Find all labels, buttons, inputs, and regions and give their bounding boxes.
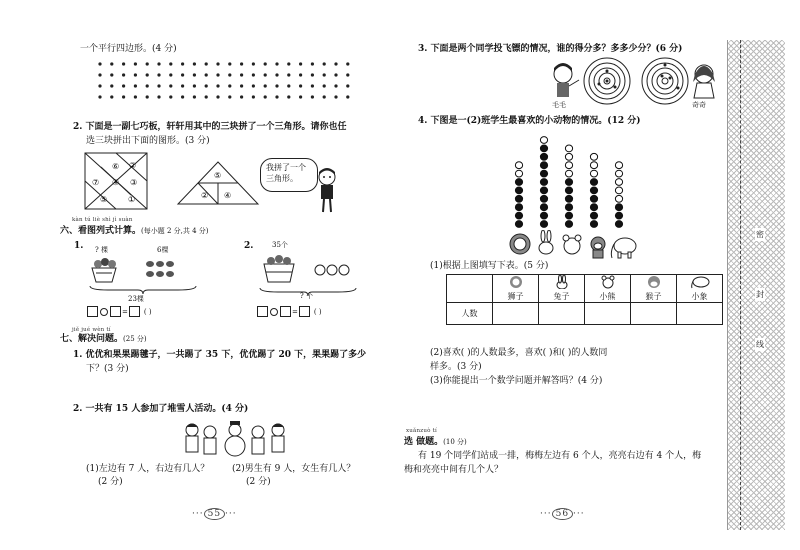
- tangram-num-1: ①: [128, 195, 136, 204]
- grid-dot[interactable]: [205, 73, 208, 76]
- p1-unit[interactable]: ( ): [143, 308, 152, 316]
- bead-兔子-black: [540, 204, 547, 211]
- s7-q2-b: (2)男生有 9 人，女生有几人？: [232, 464, 356, 474]
- bead-小熊-black: [565, 195, 572, 202]
- bonus-score: (10 分): [443, 438, 467, 446]
- tangram-num-4: ④: [112, 178, 120, 187]
- bead-狮子-black: [515, 204, 522, 211]
- table-col-monkey: [631, 275, 677, 303]
- grid-dot[interactable]: [275, 84, 278, 87]
- dartboard-right: [640, 56, 690, 106]
- bead-小象-white: [615, 179, 622, 186]
- s7-q2-b-score: (2 分): [246, 477, 271, 487]
- s7-q1-line2: 下？(3 分): [86, 364, 129, 374]
- grid-dot[interactable]: [299, 84, 302, 87]
- grid-dot[interactable]: [299, 95, 302, 98]
- grid-dot[interactable]: [275, 95, 278, 98]
- p1-plants: [88, 256, 198, 286]
- grid-dot[interactable]: [252, 62, 255, 65]
- p1-label: 1.: [74, 241, 84, 251]
- s7-q2-a-score: (2 分): [98, 477, 123, 487]
- bead-猴子-black: [590, 187, 597, 194]
- grid-dot[interactable]: [98, 95, 101, 98]
- table-col-elephant: [677, 275, 723, 303]
- bead-猴子-black: [590, 212, 597, 219]
- grid-dot[interactable]: [287, 62, 290, 65]
- grid-dot[interactable]: [216, 95, 219, 98]
- grid-dot[interactable]: [311, 84, 314, 87]
- grid-dot[interactable]: [287, 73, 290, 76]
- triangle-num-5: ⑤: [214, 171, 222, 180]
- col-label-monkey: 猴子: [645, 292, 662, 301]
- binding-char-1: 密: [756, 230, 764, 239]
- bead-猴子-white: [590, 153, 597, 160]
- grid-dot[interactable]: [252, 73, 255, 76]
- bead-兔子-black: [540, 179, 547, 186]
- dot-grid[interactable]: [96, 60, 356, 102]
- grid-dot[interactable]: [311, 73, 314, 76]
- tangram-num-6: ⑥: [112, 162, 120, 171]
- p2-box-2[interactable]: [280, 306, 291, 317]
- count-rabbit[interactable]: [539, 303, 585, 325]
- p1-box-2[interactable]: [110, 306, 121, 317]
- grid-dot[interactable]: [311, 95, 314, 98]
- grid-dot[interactable]: [122, 84, 125, 87]
- grid-dot[interactable]: [323, 73, 326, 76]
- bead-兔子-black: [540, 153, 547, 160]
- bead-小象-black: [615, 212, 622, 219]
- lion-icon: [508, 275, 524, 289]
- bead-小熊-black: [565, 179, 572, 186]
- bead-猴子-black: [590, 195, 597, 202]
- count-bear[interactable]: [585, 303, 631, 325]
- grid-dot[interactable]: [264, 84, 267, 87]
- q4-1: (1)根据上图填写下表。(5 分): [430, 261, 549, 271]
- grid-dot[interactable]: [193, 62, 196, 65]
- animal-table: [446, 274, 723, 325]
- p1-total: 23棵: [128, 295, 144, 303]
- grid-dot[interactable]: [169, 62, 172, 65]
- right-page-number-value: 56: [552, 508, 573, 520]
- bead-兔子-black: [540, 170, 547, 177]
- count-lion[interactable]: [493, 303, 539, 325]
- rabbit-icon: [554, 275, 570, 289]
- tangram-num-5: ⑤: [100, 195, 108, 204]
- grid-dot[interactable]: [334, 84, 337, 87]
- bead-chart: [505, 130, 635, 230]
- bead-小熊-black: [565, 204, 572, 211]
- maomao-figure-icon: [547, 62, 583, 102]
- grid-dot[interactable]: [216, 73, 219, 76]
- q4-text: 4. 下图是一(2)班学生最喜欢的小动物的情况。(12 分): [418, 116, 641, 126]
- grid-dot[interactable]: [98, 73, 101, 76]
- section6-title: 六、看图列式计算。: [60, 226, 142, 236]
- grid-dot[interactable]: [181, 62, 184, 65]
- q4-2-line1: (2)喜欢( )的人数最多，喜欢( )和( )的人数同: [430, 348, 608, 358]
- grid-dot[interactable]: [122, 73, 125, 76]
- q4-2-line2: 样多。(3 分): [430, 362, 482, 372]
- bead-狮子-white: [515, 170, 522, 177]
- triangle-num-2: ②: [201, 191, 209, 200]
- q4-3: (3)你能提出一个数学问题并解答吗？(4 分): [430, 376, 603, 386]
- bead-狮子-black: [515, 187, 522, 194]
- s7-q1-line1: 1. 优优和果果踢毽子，一共踢了 35 下，优优踢了 20 下，果果踢了多少: [73, 350, 367, 360]
- grid-dot[interactable]: [146, 62, 149, 65]
- q3-text: 3. 下面是两个同学投飞镖的情况，谁的得分多？多多少分？(6 分): [418, 44, 683, 54]
- s7-q2-a: (1)左边有 7 人，右边有几人？: [86, 464, 210, 474]
- qiqi-figure-icon: [690, 62, 720, 102]
- grid-dot[interactable]: [299, 62, 302, 65]
- p1-box-1[interactable]: [87, 306, 98, 317]
- bonus-heading: [404, 437, 467, 448]
- triangle-num-4: ④: [224, 191, 232, 200]
- boy-figure-icon: [316, 168, 338, 214]
- bead-猴子-black: [590, 221, 597, 228]
- table-col-bear: [585, 275, 631, 303]
- monkey-icon: [646, 275, 662, 289]
- grid-dot[interactable]: [169, 73, 172, 76]
- grid-dot[interactable]: [205, 62, 208, 65]
- bead-小熊-black: [565, 187, 572, 194]
- p2-box-1[interactable]: [257, 306, 268, 317]
- bead-猴子-black: [590, 204, 597, 211]
- p2-label: 2.: [244, 241, 254, 251]
- grid-dot[interactable]: [240, 73, 243, 76]
- grid-dot[interactable]: [264, 73, 267, 76]
- bead-小象-white: [615, 195, 622, 202]
- bead-小象-white: [615, 162, 622, 169]
- grid-dot[interactable]: [228, 84, 231, 87]
- grid-dot[interactable]: [216, 62, 219, 65]
- p2-unit[interactable]: ( ): [313, 308, 322, 316]
- grid-dot[interactable]: [287, 95, 290, 98]
- grid-dot[interactable]: [122, 62, 125, 65]
- bead-小熊-white: [565, 170, 572, 177]
- bead-兔子-black: [540, 145, 547, 152]
- parallelogram-instruction: 一个平行四边形。(4 分): [80, 44, 177, 54]
- grid-dot[interactable]: [146, 84, 149, 87]
- table-corner: [447, 275, 493, 303]
- tangram-num-3: ③: [130, 178, 138, 187]
- p1-known: 6棵: [157, 246, 169, 254]
- grid-dot[interactable]: [205, 84, 208, 87]
- bead-小熊-white: [565, 153, 572, 160]
- animal-row: [508, 230, 638, 260]
- section7-pinyin: jiě jué wèn tí: [72, 327, 111, 333]
- s7-q2: 2. 一共有 15 人参加了堆雪人活动。(4 分): [73, 404, 249, 414]
- section6-heading: [60, 226, 209, 237]
- grid-dot[interactable]: [264, 62, 267, 65]
- grid-dot[interactable]: [134, 62, 137, 65]
- grid-dot[interactable]: [169, 84, 172, 87]
- count-monkey[interactable]: [631, 303, 677, 325]
- section7-title: 七、解决问题。: [60, 334, 124, 344]
- binding-dashed-line: [740, 40, 741, 530]
- bead-兔子-black: [540, 187, 547, 194]
- grid-dot[interactable]: [346, 62, 349, 65]
- bead-小象-white: [615, 170, 622, 177]
- grid-dot[interactable]: [216, 84, 219, 87]
- grid-dot[interactable]: [181, 73, 184, 76]
- grid-dot[interactable]: [181, 95, 184, 98]
- grid-dot[interactable]: [98, 62, 101, 65]
- bead-猴子-white: [590, 170, 597, 177]
- grid-dot[interactable]: [334, 95, 337, 98]
- grid-dot[interactable]: [169, 95, 172, 98]
- left-page-number: ··· 55 ···: [192, 509, 237, 519]
- p1-equation[interactable]: = ( ): [86, 306, 152, 318]
- p2-op-1[interactable]: [270, 308, 278, 316]
- grid-dot[interactable]: [346, 84, 349, 87]
- grid-dot[interactable]: [275, 62, 278, 65]
- bonus-pinyin: xuǎnzuò tí: [406, 428, 437, 434]
- grid-dot[interactable]: [334, 62, 337, 65]
- grid-dot[interactable]: [228, 73, 231, 76]
- binding-char-2: 封: [756, 290, 764, 299]
- grid-dot[interactable]: [264, 95, 267, 98]
- grid-dot[interactable]: [287, 84, 290, 87]
- grid-dot[interactable]: [323, 62, 326, 65]
- bead-小熊-white: [565, 145, 572, 152]
- binding-char-3: 线: [756, 340, 764, 349]
- bead-狮子-black: [515, 212, 522, 219]
- grid-dot[interactable]: [146, 73, 149, 76]
- grid-dot[interactable]: [157, 62, 160, 65]
- bead-猴子-black: [590, 179, 597, 186]
- binding-strip: [727, 40, 785, 530]
- grid-dot[interactable]: [134, 73, 137, 76]
- p2-count: 35个: [272, 241, 288, 249]
- grid-dot[interactable]: [240, 84, 243, 87]
- q2-line2: 选三块拼出下面的图形。(3 分): [86, 136, 210, 146]
- section7-heading: [60, 334, 147, 345]
- grid-dot[interactable]: [98, 84, 101, 87]
- elephant-icon: [611, 238, 636, 258]
- col-label-bear: 小熊: [599, 292, 616, 301]
- dartboard-left: [582, 56, 632, 106]
- bead-小象-black: [615, 204, 622, 211]
- bead-小象-white: [615, 187, 622, 194]
- tangram-num-2: ②: [129, 161, 137, 170]
- bead-兔子-black: [540, 221, 547, 228]
- grid-dot[interactable]: [110, 84, 113, 87]
- p2-fruit: [260, 252, 360, 286]
- bonus-line2: 梅和亮亮中间有几个人？: [404, 465, 504, 475]
- grid-dot[interactable]: [157, 95, 160, 98]
- grid-dot[interactable]: [240, 62, 243, 65]
- grid-dot[interactable]: [193, 73, 196, 76]
- monkey-icon: [591, 237, 605, 258]
- grid-dot[interactable]: [299, 73, 302, 76]
- bead-兔子-white: [540, 137, 547, 144]
- q2-line1: 2. 下面是一副七巧板，轩轩用其中的三块拼了一个三角形。请你也任: [73, 122, 347, 132]
- grid-dot[interactable]: [110, 62, 113, 65]
- col-label-elephant: 小象: [691, 292, 708, 301]
- count-elephant[interactable]: [677, 303, 723, 325]
- p2-box-3[interactable]: [299, 306, 310, 317]
- tangram-num-7: ⑦: [92, 178, 100, 187]
- bead-狮子-black: [515, 195, 522, 202]
- section6-pinyin: kàn tú liè shì jì suàn: [72, 217, 133, 223]
- grid-dot[interactable]: [157, 73, 160, 76]
- bead-狮子-black: [515, 221, 522, 228]
- grid-dot[interactable]: [228, 62, 231, 65]
- grid-dot[interactable]: [346, 73, 349, 76]
- q3-name-right: 奇奇: [692, 101, 706, 109]
- grid-dot[interactable]: [157, 84, 160, 87]
- grid-dot[interactable]: [346, 95, 349, 98]
- bonus-title: 选 做题。: [404, 437, 444, 447]
- grid-dot[interactable]: [193, 84, 196, 87]
- right-page-number: ··· 56 ···: [540, 509, 585, 519]
- bead-兔子-black: [540, 162, 547, 169]
- p2-unknown: ? 个: [300, 292, 313, 300]
- col-label-rabbit: 兔子: [553, 292, 570, 301]
- grid-dot[interactable]: [134, 84, 137, 87]
- grid-dot[interactable]: [146, 95, 149, 98]
- grid-dot[interactable]: [193, 95, 196, 98]
- speech-bubble: 我拼了一个三角形。: [260, 158, 318, 192]
- table-col-rabbit: [539, 275, 585, 303]
- bead-兔子-black: [540, 212, 547, 219]
- grid-dot[interactable]: [110, 95, 113, 98]
- bead-狮子-black: [515, 179, 522, 186]
- bonus-line1: 有 19 个同学们站成一排，梅梅左边有 6 个人，亮亮右边有 4 个人，梅: [418, 451, 702, 461]
- lion-icon: [510, 234, 530, 254]
- bear-icon: [600, 275, 616, 289]
- bead-小熊-black: [565, 221, 572, 228]
- snowman-kids: [180, 418, 290, 464]
- tangram-square: [84, 152, 150, 212]
- q3-name-left: 毛毛: [552, 101, 566, 109]
- grid-dot[interactable]: [323, 84, 326, 87]
- grid-dot[interactable]: [228, 95, 231, 98]
- grid-dot[interactable]: [122, 95, 125, 98]
- p2-equation[interactable]: = ( ): [256, 306, 322, 318]
- section7-score: (25 分): [123, 335, 147, 343]
- grid-dot[interactable]: [311, 62, 314, 65]
- table-col-lion: [493, 275, 539, 303]
- col-label-lion: 狮子: [507, 292, 524, 301]
- grid-dot[interactable]: [134, 95, 137, 98]
- bear-icon: [563, 235, 581, 254]
- section6-score: (每小题 2 分,共 4 分): [141, 227, 209, 235]
- grid-dot[interactable]: [205, 95, 208, 98]
- bead-小熊-white: [565, 162, 572, 169]
- grid-dot[interactable]: [323, 95, 326, 98]
- grid-dot[interactable]: [240, 95, 243, 98]
- rabbit-icon: [539, 230, 553, 254]
- bead-狮子-white: [515, 162, 522, 169]
- p1-op-1[interactable]: [100, 308, 108, 316]
- elephant-icon: [690, 275, 710, 289]
- grid-dot[interactable]: [334, 73, 337, 76]
- grid-dot[interactable]: [275, 73, 278, 76]
- bead-猴子-white: [590, 162, 597, 169]
- p1-box-3[interactable]: [129, 306, 140, 317]
- grid-dot[interactable]: [181, 84, 184, 87]
- grid-dot[interactable]: [252, 95, 255, 98]
- bead-小象-black: [615, 221, 622, 228]
- grid-dot[interactable]: [110, 73, 113, 76]
- table-row-label: 人数: [447, 303, 493, 325]
- bead-兔子-black: [540, 195, 547, 202]
- left-page-number-value: 55: [204, 508, 225, 520]
- p1-unknown: ? 棵: [95, 246, 108, 254]
- grid-dot[interactable]: [252, 84, 255, 87]
- bead-小熊-black: [565, 212, 572, 219]
- tangram-triangle: [176, 160, 260, 206]
